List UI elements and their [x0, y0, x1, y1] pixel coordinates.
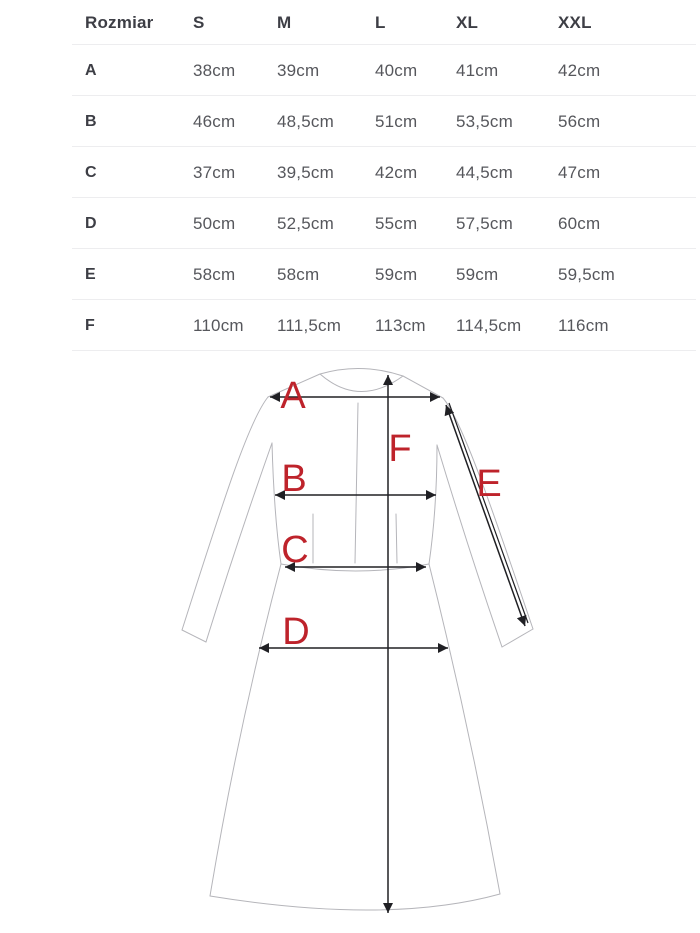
measurement-label-e: E [476, 463, 502, 505]
cell-value: 59,5cm [558, 264, 615, 284]
cell-value: 52,5cm [277, 213, 334, 233]
cell-value: 47cm [558, 162, 601, 182]
arrow-e-parallel [449, 403, 528, 623]
cell-value: 37cm [193, 162, 236, 182]
measurement-label-c: C [281, 529, 309, 571]
arrow-e [446, 405, 525, 626]
column-header-s: S [193, 12, 205, 32]
cell-value: 58cm [193, 264, 236, 284]
cell-value: 113cm [375, 315, 426, 335]
cell-value: 41cm [456, 60, 499, 80]
cell-value: 56cm [558, 111, 601, 131]
cell-value: 44,5cm [456, 162, 513, 182]
measurement-label-b: B [281, 458, 307, 500]
column-header-l: L [375, 12, 386, 32]
cell-value: 116cm [558, 315, 609, 335]
column-header-xxl: XXL [558, 12, 592, 32]
cell-value: 58cm [277, 264, 320, 284]
cell-value: 39,5cm [277, 162, 334, 182]
cell-value: 40cm [375, 60, 418, 80]
measurement-label-a: A [280, 375, 306, 417]
row-label: F [85, 316, 95, 334]
cell-value: 48,5cm [277, 111, 334, 131]
cell-value: 42cm [375, 162, 418, 182]
cell-value: 110cm [193, 315, 244, 335]
measurement-label-f: F [388, 428, 412, 470]
cell-value: 53,5cm [456, 111, 513, 131]
cell-value: 51cm [375, 111, 418, 131]
dress-outline [182, 368, 533, 910]
cell-value: 59cm [456, 264, 499, 284]
cell-value: 57,5cm [456, 213, 513, 233]
cell-value: 42cm [558, 60, 601, 80]
cell-value: 50cm [193, 213, 236, 233]
row-label: B [85, 112, 97, 130]
cell-value: 38cm [193, 60, 236, 80]
column-header-m: M [277, 12, 292, 32]
cell-value: 111,5cm [277, 315, 342, 335]
cell-value: 55cm [375, 213, 418, 233]
cell-value: 60cm [558, 213, 601, 233]
cell-value: 39cm [277, 60, 320, 80]
measurement-labels [280, 375, 501, 653]
cell-value: 114,5cm [456, 315, 522, 335]
column-header-xl: XL [456, 12, 479, 32]
row-label: E [85, 265, 96, 283]
cell-value: 59cm [375, 264, 418, 284]
column-header-rozmiar: Rozmiar [85, 12, 154, 32]
row-label: D [85, 214, 97, 232]
measurement-label-d: D [282, 611, 310, 653]
row-label: C [85, 163, 97, 181]
cell-value: 46cm [193, 111, 236, 131]
row-label: A [85, 61, 97, 79]
